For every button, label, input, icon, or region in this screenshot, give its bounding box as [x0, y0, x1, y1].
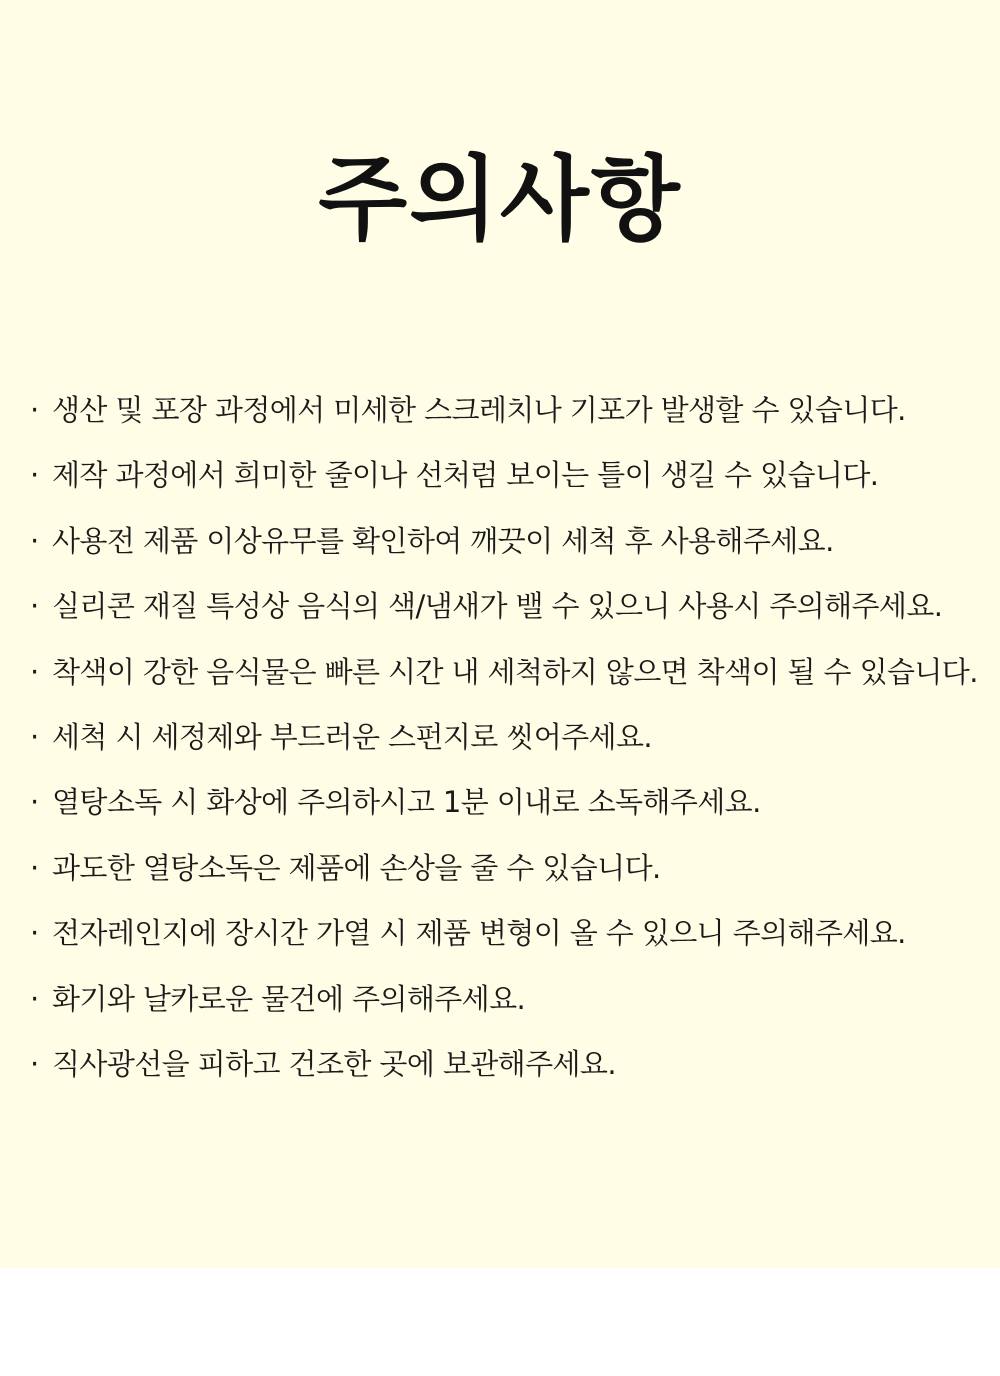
caution-text: 과도한 열탕소독은 제품에 손상을 줄 수 있습니다.	[52, 850, 661, 885]
bullet: ·	[30, 458, 39, 493]
page-bottom-blank	[0, 1268, 1000, 1376]
caution-list	[30, 378, 990, 1097]
list-item	[30, 640, 990, 705]
list-item	[30, 443, 990, 508]
bullet: ·	[30, 589, 39, 624]
list-item	[30, 967, 990, 1032]
caution-text: 열탕소독 시 화상에 주의하시고 1분 이내로 소독해주세요.	[52, 785, 761, 820]
bullet: ·	[30, 654, 39, 689]
list-item	[30, 705, 990, 770]
bullet: ·	[30, 1046, 39, 1081]
caution-text: 실리콘 재질 특성상 음식의 색/냄새가 밸 수 있으니 사용시 주의해주세요.	[52, 589, 943, 624]
caution-text: 사용전 제품 이상유무를 확인하여 깨끗이 세척 후 사용해주세요.	[52, 523, 834, 558]
list-item	[30, 901, 990, 966]
list-item	[30, 509, 990, 574]
bullet: ·	[30, 850, 39, 885]
list-item	[30, 1032, 990, 1097]
caution-text: 세척 시 세정제와 부드러운 스펀지로 씻어주세요.	[52, 719, 652, 754]
list-item	[30, 770, 990, 835]
bullet: ·	[30, 393, 39, 427]
bullet: ·	[30, 916, 39, 951]
page-title: 주의사항	[318, 146, 682, 253]
caution-text: 직사광선을 피하고 건조한 곳에 보관해주세요.	[52, 1046, 616, 1081]
caution-text: 생산 및 포장 과정에서 미세한 스크레치나 기포가 발생할 수 있습니다.	[52, 393, 906, 427]
bullet: ·	[30, 523, 39, 558]
list-item	[30, 836, 990, 901]
bullet: ·	[30, 785, 39, 820]
bullet: ·	[30, 981, 39, 1016]
bullet: ·	[30, 719, 39, 754]
caution-text: 제작 과정에서 희미한 줄이나 선처럼 보이는 틀이 생길 수 있습니다.	[52, 458, 879, 493]
caution-text: 착색이 강한 음식물은 빠른 시간 내 세척하지 않으면 착색이 될 수 있습니다.	[52, 654, 978, 689]
caution-text: 화기와 날카로운 물건에 주의해주세요.	[52, 981, 526, 1016]
caution-text: 전자레인지에 장시간 가열 시 제품 변형이 올 수 있으니 주의해주세요.	[52, 916, 906, 951]
list-item	[30, 574, 990, 639]
list-item	[30, 378, 990, 443]
